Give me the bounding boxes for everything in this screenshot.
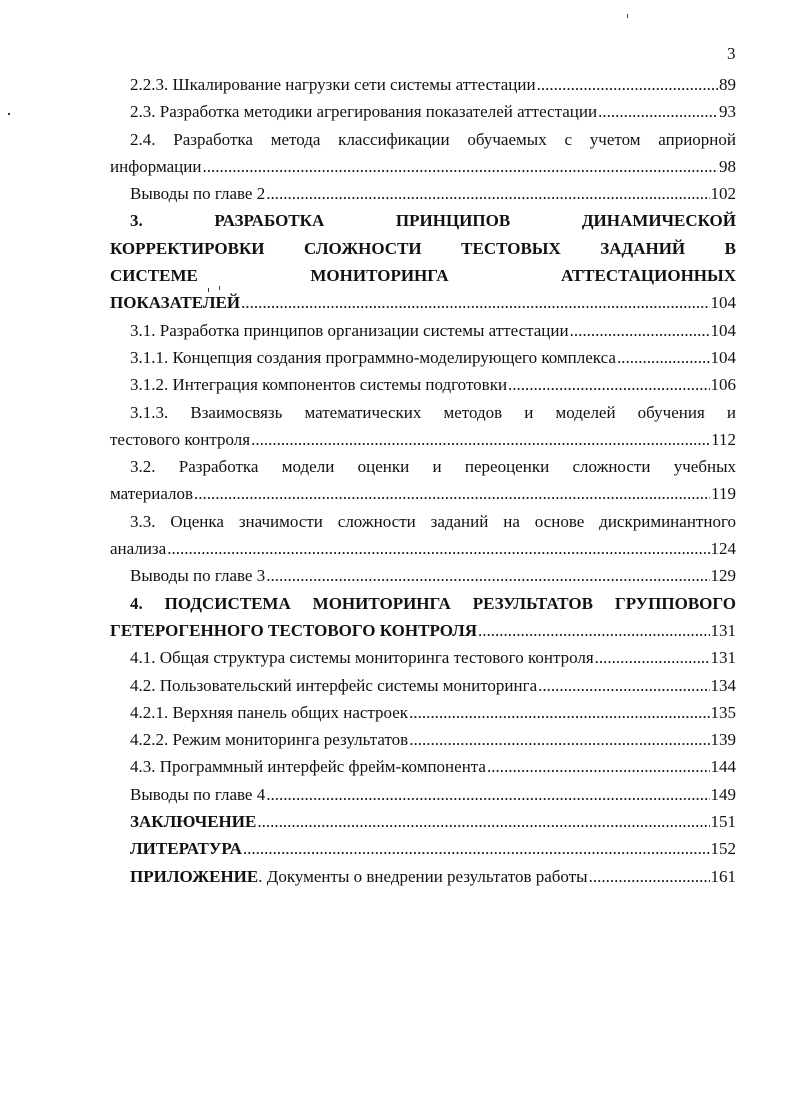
- toc-leader-dots: [409, 726, 709, 753]
- toc-entry-suffix: . Документы о внедрении результатов работы: [258, 866, 588, 886]
- toc-entry-page: 151: [710, 812, 736, 832]
- toc-entry-2-2-3[interactable]: [110, 71, 736, 98]
- toc-entry-title: 4.2.2. Режим мониторинга результатов: [130, 730, 409, 750]
- scan-speck: [208, 288, 209, 292]
- toc-entry-title: Выводы по главе 4: [130, 784, 266, 804]
- table-of-contents: [110, 71, 736, 890]
- toc-entry-title: ПОКАЗАТЕЛЕЙ: [110, 293, 241, 313]
- toc-entry-4-2[interactable]: [110, 672, 736, 699]
- toc-entry-3-2-line1[interactable]: 3.2. Разработка модели оценки и переоценки сложности учебных: [130, 457, 736, 477]
- scan-speck: [219, 286, 220, 290]
- toc-entry-title: Выводы по главе 3: [130, 566, 266, 586]
- toc-leader-dots: [243, 835, 710, 862]
- toc-entry-3-3-line1[interactable]: 3.3. Оценка значимости сложности заданий на основе дискриминантного: [130, 511, 736, 531]
- toc-leader-dots: [478, 617, 709, 644]
- toc-leader-dots: [202, 153, 718, 180]
- toc-entry-title: ЗАКЛЮЧЕНИЕ: [130, 812, 257, 832]
- toc-leader-dots: [266, 562, 709, 589]
- toc-entry-page: 161: [710, 866, 736, 886]
- toc-entry-4-3[interactable]: [110, 753, 736, 780]
- toc-leader-dots: [251, 426, 710, 453]
- toc-entry-page: 104: [710, 347, 736, 367]
- toc-entry-4-2-1[interactable]: [110, 699, 736, 726]
- toc-entry-page: 112: [711, 429, 736, 449]
- toc-entry-page: 135: [710, 702, 736, 722]
- toc-entry-title: 4.3. Программный интерфейс фрейм-компонента: [130, 757, 486, 777]
- toc-entry-conclusions-3[interactable]: [110, 562, 736, 589]
- toc-leader-dots: [617, 344, 710, 371]
- toc-entry-3-3[interactable]: [110, 535, 736, 562]
- toc-leader-dots: [266, 781, 709, 808]
- toc-entry-2-4[interactable]: [110, 153, 736, 180]
- toc-entry-3-1-2[interactable]: [110, 371, 736, 398]
- toc-entry-page: 104: [710, 293, 736, 313]
- toc-entry-page: 134: [710, 675, 736, 695]
- toc-entry-page: 131: [710, 620, 736, 640]
- scan-speck: [627, 14, 628, 18]
- toc-chapter-3[interactable]: [110, 289, 736, 316]
- toc-leader-dots: [570, 317, 710, 344]
- toc-entry-title: информации: [110, 156, 202, 176]
- toc-entry-page: 149: [710, 784, 736, 804]
- toc-entry-4-2-2[interactable]: [110, 726, 736, 753]
- toc-leader-dots: [241, 289, 709, 316]
- page-number: 3: [727, 44, 736, 63]
- toc-entry-title: 4.2. Пользовательский интерфейс системы мониторинга: [130, 675, 538, 695]
- toc-leader-dots: [167, 535, 709, 562]
- toc-entry-title: 4.1. Общая структура системы мониторинга тестового контроля: [130, 648, 594, 668]
- toc-entry-page: 102: [710, 184, 736, 204]
- toc-leader-dots: [595, 644, 710, 671]
- toc-entry-title: 2.2.3. Шкалирование нагрузки сети системы аттестации: [130, 75, 536, 94]
- toc-chapter-3-line3[interactable]: СИСТЕМЕ МОНИТОРИНГА АТТЕСТАЦИОННЫХ: [110, 266, 736, 286]
- toc-entry-title: 3.1. Разработка принципов организации системы аттестации: [130, 320, 569, 340]
- toc-entry-3-1-1[interactable]: [110, 344, 736, 371]
- toc-leader-dots: [508, 371, 709, 398]
- toc-entry-2-3[interactable]: [110, 98, 736, 125]
- toc-entry-page: 119: [711, 484, 736, 504]
- toc-entry-conclusions-4[interactable]: [110, 781, 736, 808]
- toc-entry-page: 152: [710, 839, 736, 859]
- toc-leader-dots: [266, 180, 709, 207]
- toc-entry-conclusions-2[interactable]: [110, 180, 736, 207]
- toc-entry-page: 124: [710, 539, 736, 559]
- toc-chapter-4[interactable]: [110, 617, 736, 644]
- toc-entry-page: 129: [710, 566, 736, 586]
- toc-entry-appendix[interactable]: [110, 863, 736, 890]
- toc-entry-title: 3.1.1. Концепция создания программно-моделирующего комплекса: [130, 347, 616, 367]
- toc-entry-title: ЛИТЕРАТУРА: [130, 839, 242, 859]
- toc-leader-dots: [537, 71, 718, 98]
- toc-entry-3-1-3-line1[interactable]: 3.1.3. Взаимосвязь математических методов и моделей обучения и: [130, 402, 736, 422]
- toc-leader-dots: [409, 699, 709, 726]
- toc-entry-page: 106: [710, 375, 736, 395]
- toc-entry-page: 139: [710, 730, 736, 750]
- toc-leader-dots: [589, 863, 710, 890]
- toc-entry-3-1[interactable]: [110, 317, 736, 344]
- toc-entry-conclusion[interactable]: [110, 808, 736, 835]
- toc-entry-page: 89: [719, 75, 736, 94]
- toc-leader-dots: [598, 98, 718, 125]
- toc-entry-page: 93: [719, 102, 736, 122]
- toc-entry-title: материалов: [110, 484, 194, 504]
- toc-leader-dots: [257, 808, 709, 835]
- toc-entry-title: 3.1.2. Интеграция компонентов системы подготовки: [130, 375, 508, 395]
- toc-entry-2-4-line1[interactable]: 2.4. Разработка метода классификации обучаемых с учетом априорной: [130, 129, 736, 149]
- toc-entry-title: [130, 863, 588, 890]
- toc-entry-bold-prefix: ПРИЛОЖЕНИЕ: [130, 866, 259, 886]
- toc-entry-title: тестового контроля: [110, 429, 251, 449]
- toc-chapter-4-line1[interactable]: 4. ПОДСИСТЕМА МОНИТОРИНГА РЕЗУЛЬТАТОВ ГРУППОВОГО: [130, 593, 736, 613]
- toc-entry-title: анализа: [110, 539, 167, 559]
- toc-entry-page: 104: [710, 320, 736, 340]
- toc-entry-title: ГЕТЕРОГЕННОГО ТЕСТОВОГО КОНТРОЛЯ: [110, 620, 478, 640]
- toc-chapter-3-line1[interactable]: 3. РАЗРАБОТКА ПРИНЦИПОВ ДИНАМИЧЕСКОЙ: [130, 211, 736, 231]
- toc-leader-dots: [487, 753, 710, 780]
- toc-entry-title: 4.2.1. Верхняя панель общих настроек: [130, 702, 409, 722]
- toc-leader-dots: [538, 672, 709, 699]
- toc-entry-title: Выводы по главе 2: [130, 184, 266, 204]
- toc-entry-page: 131: [710, 648, 736, 668]
- toc-entry-4-1[interactable]: [110, 644, 736, 671]
- toc-entry-3-1-3[interactable]: [110, 426, 736, 453]
- toc-entry-literature[interactable]: [110, 835, 736, 862]
- toc-entry-page: 98: [719, 156, 736, 176]
- toc-entry-3-2[interactable]: [110, 480, 736, 507]
- toc-chapter-3-line2[interactable]: КОРРЕКТИРОВКИ СЛОЖНОСТИ ТЕСТОВЫХ ЗАДАНИЙ В: [110, 238, 736, 258]
- toc-leader-dots: [194, 480, 710, 507]
- scan-speck: [8, 113, 10, 115]
- toc-entry-title: 2.3. Разработка методики агрегирования показателей аттестации: [130, 102, 598, 122]
- toc-entry-page: 144: [710, 757, 736, 777]
